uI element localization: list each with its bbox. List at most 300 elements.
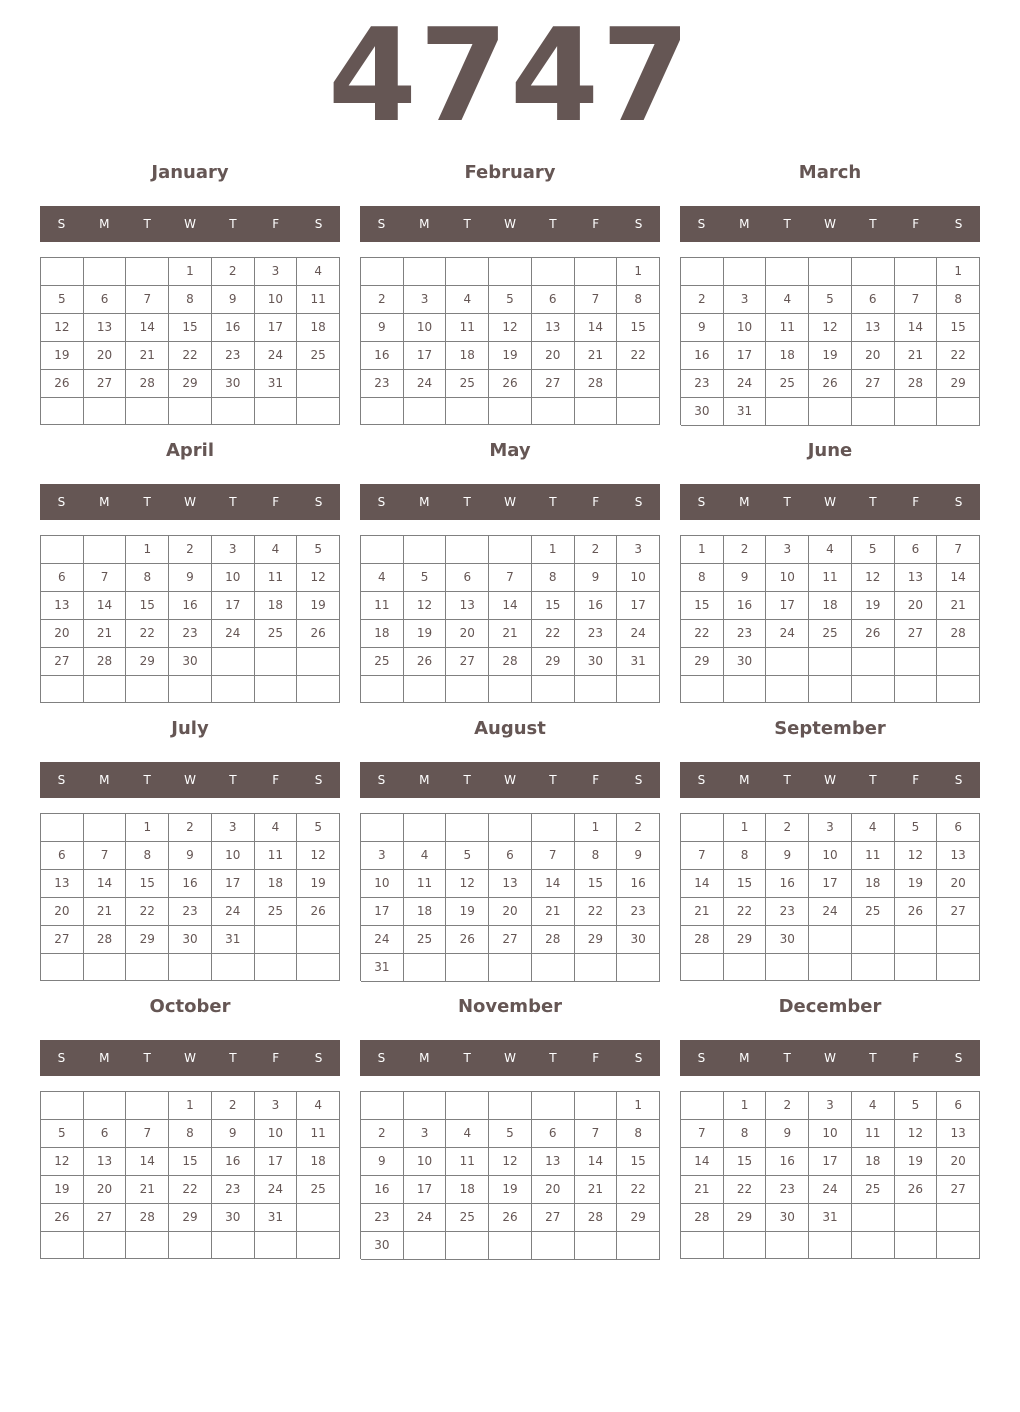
day-cell: 16 xyxy=(361,342,404,370)
weekday-label: T xyxy=(783,773,791,787)
day-cell: 7 xyxy=(575,1120,618,1148)
day-cell: 4 xyxy=(809,536,852,564)
empty-day-cell xyxy=(937,398,980,426)
day-cell: 9 xyxy=(212,1120,255,1148)
month-name: August xyxy=(474,718,546,739)
day-cell: 8 xyxy=(169,286,212,314)
empty-day-cell xyxy=(809,648,852,676)
empty-day-cell xyxy=(895,926,938,954)
day-cell: 21 xyxy=(937,592,980,620)
day-cell: 1 xyxy=(617,258,660,286)
day-cell: 11 xyxy=(446,1148,489,1176)
day-cell: 29 xyxy=(169,370,212,398)
weekday-label: T xyxy=(549,773,557,787)
empty-day-cell xyxy=(297,676,340,703)
weekday-label: S xyxy=(954,495,963,509)
weekday-header xyxy=(360,206,660,242)
weekday-label: S xyxy=(954,773,963,787)
day-cell: 29 xyxy=(681,648,724,676)
month-name: April xyxy=(165,440,215,461)
day-cell: 15 xyxy=(169,314,212,342)
day-cell: 20 xyxy=(84,342,127,370)
weekday-label: T xyxy=(229,217,237,231)
empty-day-cell xyxy=(361,814,404,842)
weekday-label: W xyxy=(184,495,196,509)
day-cell: 5 xyxy=(41,1120,84,1148)
day-cell: 31 xyxy=(809,1204,852,1232)
empty-day-cell xyxy=(41,258,84,286)
day-cell: 28 xyxy=(532,926,575,954)
day-cell: 8 xyxy=(681,564,724,592)
day-cell: 22 xyxy=(126,898,169,926)
day-cell: 4 xyxy=(255,536,298,564)
day-cell: 2 xyxy=(361,286,404,314)
weekday-label: W xyxy=(824,773,836,787)
day-cell: 13 xyxy=(937,842,980,870)
empty-day-cell xyxy=(297,648,340,676)
empty-day-cell xyxy=(895,1232,938,1259)
day-cell: 2 xyxy=(681,286,724,314)
empty-day-cell xyxy=(41,814,84,842)
day-cell: 12 xyxy=(895,842,938,870)
empty-day-cell xyxy=(446,398,489,425)
day-cell: 14 xyxy=(575,1148,618,1176)
month-name: February xyxy=(464,162,556,183)
weekday-label: T xyxy=(783,217,791,231)
weekday-label: T xyxy=(549,495,557,509)
day-cell: 2 xyxy=(617,814,660,842)
weekday-label: T xyxy=(783,1051,791,1065)
day-cell: 3 xyxy=(255,258,298,286)
day-cell: 19 xyxy=(446,898,489,926)
day-cell: 21 xyxy=(532,898,575,926)
empty-day-cell xyxy=(446,1232,489,1260)
day-cell: 25 xyxy=(255,620,298,648)
day-cell: 19 xyxy=(41,1176,84,1204)
empty-day-cell xyxy=(575,954,618,982)
day-cell: 25 xyxy=(361,648,404,676)
day-cell: 13 xyxy=(532,1148,575,1176)
weekday-header xyxy=(40,484,340,520)
day-cell: 2 xyxy=(212,258,255,286)
weekday-header xyxy=(40,762,340,798)
day-cell: 13 xyxy=(84,314,127,342)
day-cell: 19 xyxy=(852,592,895,620)
day-cell: 15 xyxy=(724,1148,767,1176)
day-cell: 17 xyxy=(212,870,255,898)
month-name: July xyxy=(171,718,209,739)
day-cell: 7 xyxy=(126,286,169,314)
day-cell: 18 xyxy=(361,620,404,648)
empty-day-cell xyxy=(212,648,255,676)
empty-day-cell xyxy=(809,954,852,981)
day-cell: 8 xyxy=(617,1120,660,1148)
day-cell: 19 xyxy=(809,342,852,370)
empty-day-cell xyxy=(575,1232,618,1260)
day-cell: 18 xyxy=(852,1148,895,1176)
weekday-label: F xyxy=(272,217,280,231)
empty-day-cell xyxy=(446,676,489,703)
day-cell: 4 xyxy=(255,814,298,842)
day-cell: 14 xyxy=(126,1148,169,1176)
weekday-label: S xyxy=(634,773,643,787)
day-cell: 10 xyxy=(809,1120,852,1148)
weekday-label: S xyxy=(314,495,323,509)
day-grid xyxy=(680,535,980,703)
day-cell: 16 xyxy=(169,592,212,620)
weekday-label: F xyxy=(912,217,920,231)
weekday-label: W xyxy=(504,217,516,231)
day-cell: 16 xyxy=(212,1148,255,1176)
weekday-label: M xyxy=(419,773,430,787)
day-cell: 2 xyxy=(169,814,212,842)
day-cell: 25 xyxy=(255,898,298,926)
empty-day-cell xyxy=(126,1232,169,1259)
day-cell: 18 xyxy=(852,870,895,898)
day-cell: 3 xyxy=(404,286,447,314)
day-cell: 29 xyxy=(532,648,575,676)
day-cell: 19 xyxy=(489,342,532,370)
day-cell: 3 xyxy=(212,814,255,842)
weekday-label: F xyxy=(592,495,600,509)
day-cell: 7 xyxy=(895,286,938,314)
day-cell: 12 xyxy=(852,564,895,592)
day-cell: 26 xyxy=(404,648,447,676)
weekday-label: M xyxy=(99,217,110,231)
day-cell: 10 xyxy=(404,314,447,342)
month-name: December xyxy=(778,996,882,1017)
day-cell: 5 xyxy=(852,536,895,564)
empty-day-cell xyxy=(212,954,255,981)
day-cell: 20 xyxy=(852,342,895,370)
weekday-label: S xyxy=(954,217,963,231)
day-cell: 28 xyxy=(575,370,618,398)
empty-day-cell xyxy=(937,648,980,676)
weekday-label: F xyxy=(592,1051,600,1065)
empty-day-cell xyxy=(446,1092,489,1120)
day-cell: 17 xyxy=(361,898,404,926)
day-cell: 4 xyxy=(852,814,895,842)
day-cell: 21 xyxy=(575,1176,618,1204)
day-cell: 29 xyxy=(724,1204,767,1232)
day-cell: 24 xyxy=(212,898,255,926)
day-cell: 22 xyxy=(169,1176,212,1204)
weekday-label: S xyxy=(697,773,706,787)
day-cell: 21 xyxy=(575,342,618,370)
weekday-label: M xyxy=(419,495,430,509)
empty-day-cell xyxy=(532,954,575,982)
day-cell: 6 xyxy=(937,814,980,842)
weekday-label: S xyxy=(377,217,386,231)
day-cell: 30 xyxy=(766,1204,809,1232)
empty-day-cell xyxy=(169,1232,212,1259)
day-cell: 1 xyxy=(617,1092,660,1120)
day-cell: 10 xyxy=(255,1120,298,1148)
weekday-label: F xyxy=(912,495,920,509)
day-cell: 14 xyxy=(84,592,127,620)
day-cell: 15 xyxy=(724,870,767,898)
day-cell: 8 xyxy=(724,842,767,870)
day-cell: 22 xyxy=(724,1176,767,1204)
weekday-label: S xyxy=(57,1051,66,1065)
empty-day-cell xyxy=(681,676,724,703)
day-cell: 26 xyxy=(489,370,532,398)
day-cell: 8 xyxy=(617,286,660,314)
month-name: October xyxy=(149,996,231,1017)
day-cell: 28 xyxy=(681,1204,724,1232)
day-cell: 15 xyxy=(169,1148,212,1176)
day-cell: 26 xyxy=(809,370,852,398)
day-cell: 11 xyxy=(255,842,298,870)
empty-day-cell xyxy=(404,814,447,842)
day-cell: 30 xyxy=(361,1232,404,1260)
day-cell: 28 xyxy=(937,620,980,648)
day-cell: 18 xyxy=(446,342,489,370)
day-cell: 10 xyxy=(212,564,255,592)
weekday-label: F xyxy=(912,773,920,787)
day-cell: 7 xyxy=(126,1120,169,1148)
weekday-label: W xyxy=(504,495,516,509)
day-cell: 23 xyxy=(169,620,212,648)
day-cell: 26 xyxy=(895,898,938,926)
day-cell: 9 xyxy=(724,564,767,592)
day-cell: 16 xyxy=(617,870,660,898)
empty-day-cell xyxy=(84,1232,127,1259)
day-cell: 5 xyxy=(446,842,489,870)
day-cell: 20 xyxy=(446,620,489,648)
day-cell: 17 xyxy=(212,592,255,620)
day-cell: 13 xyxy=(84,1148,127,1176)
empty-day-cell xyxy=(212,676,255,703)
empty-day-cell xyxy=(126,676,169,703)
empty-day-cell xyxy=(255,1232,298,1259)
empty-day-cell xyxy=(404,1092,447,1120)
day-cell: 20 xyxy=(895,592,938,620)
empty-day-cell xyxy=(84,676,127,703)
empty-day-cell xyxy=(404,1232,447,1260)
day-cell: 24 xyxy=(255,342,298,370)
weekday-label: M xyxy=(99,1051,110,1065)
empty-day-cell xyxy=(297,1232,340,1259)
day-cell: 4 xyxy=(297,258,340,286)
day-cell: 19 xyxy=(41,342,84,370)
day-cell: 25 xyxy=(446,370,489,398)
day-cell: 10 xyxy=(361,870,404,898)
empty-day-cell xyxy=(532,676,575,703)
day-cell: 12 xyxy=(489,314,532,342)
day-cell: 22 xyxy=(169,342,212,370)
day-cell: 15 xyxy=(575,870,618,898)
day-cell: 3 xyxy=(724,286,767,314)
day-cell: 3 xyxy=(617,536,660,564)
empty-day-cell xyxy=(809,398,852,426)
weekday-label: T xyxy=(549,1051,557,1065)
day-cell: 12 xyxy=(489,1148,532,1176)
day-cell: 19 xyxy=(489,1176,532,1204)
empty-day-cell xyxy=(852,258,895,286)
day-cell: 30 xyxy=(724,648,767,676)
weekday-label: T xyxy=(869,1051,877,1065)
day-cell: 27 xyxy=(446,648,489,676)
empty-day-cell xyxy=(297,398,340,425)
day-cell: 24 xyxy=(809,1176,852,1204)
day-cell: 25 xyxy=(852,1176,895,1204)
day-cell: 10 xyxy=(255,286,298,314)
day-cell: 25 xyxy=(297,342,340,370)
empty-day-cell xyxy=(489,676,532,703)
day-cell: 26 xyxy=(297,898,340,926)
day-cell: 4 xyxy=(852,1092,895,1120)
month-name: January xyxy=(151,162,229,183)
day-cell: 21 xyxy=(681,898,724,926)
empty-day-cell xyxy=(937,676,980,703)
day-cell: 1 xyxy=(126,814,169,842)
day-cell: 6 xyxy=(41,564,84,592)
day-cell: 11 xyxy=(446,314,489,342)
day-grid xyxy=(680,257,980,425)
weekday-header xyxy=(40,1040,340,1076)
weekday-label: S xyxy=(57,495,66,509)
day-cell: 19 xyxy=(895,1148,938,1176)
day-grid xyxy=(40,535,340,703)
empty-day-cell xyxy=(41,398,84,425)
day-cell: 10 xyxy=(809,842,852,870)
day-cell: 1 xyxy=(681,536,724,564)
day-cell: 9 xyxy=(361,1148,404,1176)
day-cell: 8 xyxy=(575,842,618,870)
day-cell: 11 xyxy=(361,592,404,620)
weekday-label: W xyxy=(824,1051,836,1065)
empty-day-cell xyxy=(361,676,404,703)
day-cell: 18 xyxy=(297,314,340,342)
day-cell: 28 xyxy=(84,926,127,954)
day-cell: 29 xyxy=(126,926,169,954)
day-cell: 13 xyxy=(895,564,938,592)
day-cell: 14 xyxy=(681,870,724,898)
day-cell: 23 xyxy=(212,342,255,370)
day-cell: 5 xyxy=(489,1120,532,1148)
empty-day-cell xyxy=(126,258,169,286)
day-cell: 15 xyxy=(681,592,724,620)
empty-day-cell xyxy=(446,258,489,286)
day-cell: 4 xyxy=(766,286,809,314)
day-cell: 10 xyxy=(766,564,809,592)
empty-day-cell xyxy=(766,1232,809,1259)
empty-day-cell xyxy=(361,1092,404,1120)
day-cell: 5 xyxy=(297,536,340,564)
day-cell: 8 xyxy=(937,286,980,314)
day-cell: 16 xyxy=(766,870,809,898)
empty-day-cell xyxy=(41,1092,84,1120)
day-cell: 28 xyxy=(681,926,724,954)
weekday-label: W xyxy=(504,1051,516,1065)
empty-day-cell xyxy=(681,1092,724,1120)
day-cell: 7 xyxy=(937,536,980,564)
day-cell: 24 xyxy=(255,1176,298,1204)
weekday-label: T xyxy=(869,495,877,509)
day-cell: 22 xyxy=(126,620,169,648)
day-cell: 17 xyxy=(404,342,447,370)
day-cell: 5 xyxy=(895,1092,938,1120)
day-cell: 12 xyxy=(297,564,340,592)
empty-day-cell xyxy=(489,258,532,286)
weekday-header xyxy=(680,1040,980,1076)
day-cell: 15 xyxy=(937,314,980,342)
day-cell: 6 xyxy=(446,564,489,592)
day-cell: 21 xyxy=(126,342,169,370)
day-cell: 16 xyxy=(575,592,618,620)
day-cell: 6 xyxy=(489,842,532,870)
empty-day-cell xyxy=(255,954,298,981)
day-cell: 15 xyxy=(126,592,169,620)
day-cell: 13 xyxy=(41,870,84,898)
day-cell: 8 xyxy=(724,1120,767,1148)
day-cell: 16 xyxy=(361,1176,404,1204)
weekday-label: S xyxy=(697,1051,706,1065)
day-cell: 30 xyxy=(617,926,660,954)
empty-day-cell xyxy=(361,398,404,425)
day-cell: 6 xyxy=(41,842,84,870)
day-cell: 3 xyxy=(404,1120,447,1148)
day-cell: 11 xyxy=(766,314,809,342)
day-grid xyxy=(40,813,340,981)
empty-day-cell xyxy=(895,676,938,703)
day-cell: 27 xyxy=(852,370,895,398)
day-cell: 14 xyxy=(84,870,127,898)
empty-day-cell xyxy=(766,954,809,981)
weekday-label: F xyxy=(592,773,600,787)
empty-day-cell xyxy=(575,676,618,703)
day-cell: 26 xyxy=(489,1204,532,1232)
day-cell: 31 xyxy=(255,370,298,398)
empty-day-cell xyxy=(809,926,852,954)
day-cell: 23 xyxy=(361,370,404,398)
day-cell: 23 xyxy=(212,1176,255,1204)
weekday-label: S xyxy=(57,773,66,787)
day-cell: 16 xyxy=(212,314,255,342)
day-cell: 12 xyxy=(895,1120,938,1148)
day-cell: 9 xyxy=(169,842,212,870)
day-cell: 20 xyxy=(937,870,980,898)
day-grid xyxy=(680,1091,980,1259)
empty-day-cell xyxy=(766,648,809,676)
empty-day-cell xyxy=(169,398,212,425)
day-cell: 10 xyxy=(724,314,767,342)
day-cell: 29 xyxy=(724,926,767,954)
day-cell: 28 xyxy=(489,648,532,676)
month-name: March xyxy=(798,162,862,183)
weekday-label: S xyxy=(377,773,386,787)
empty-day-cell xyxy=(84,954,127,981)
empty-day-cell xyxy=(446,536,489,564)
day-cell: 18 xyxy=(297,1148,340,1176)
empty-day-cell xyxy=(489,398,532,425)
empty-day-cell xyxy=(84,398,127,425)
day-cell: 26 xyxy=(297,620,340,648)
day-cell: 23 xyxy=(617,898,660,926)
day-cell: 9 xyxy=(617,842,660,870)
empty-day-cell xyxy=(937,954,980,981)
day-cell: 6 xyxy=(84,286,127,314)
day-cell: 29 xyxy=(575,926,618,954)
day-cell: 5 xyxy=(404,564,447,592)
day-cell: 2 xyxy=(766,1092,809,1120)
day-grid xyxy=(40,257,340,425)
empty-day-cell xyxy=(255,926,298,954)
empty-day-cell xyxy=(489,1092,532,1120)
weekday-header xyxy=(680,762,980,798)
day-cell: 13 xyxy=(41,592,84,620)
